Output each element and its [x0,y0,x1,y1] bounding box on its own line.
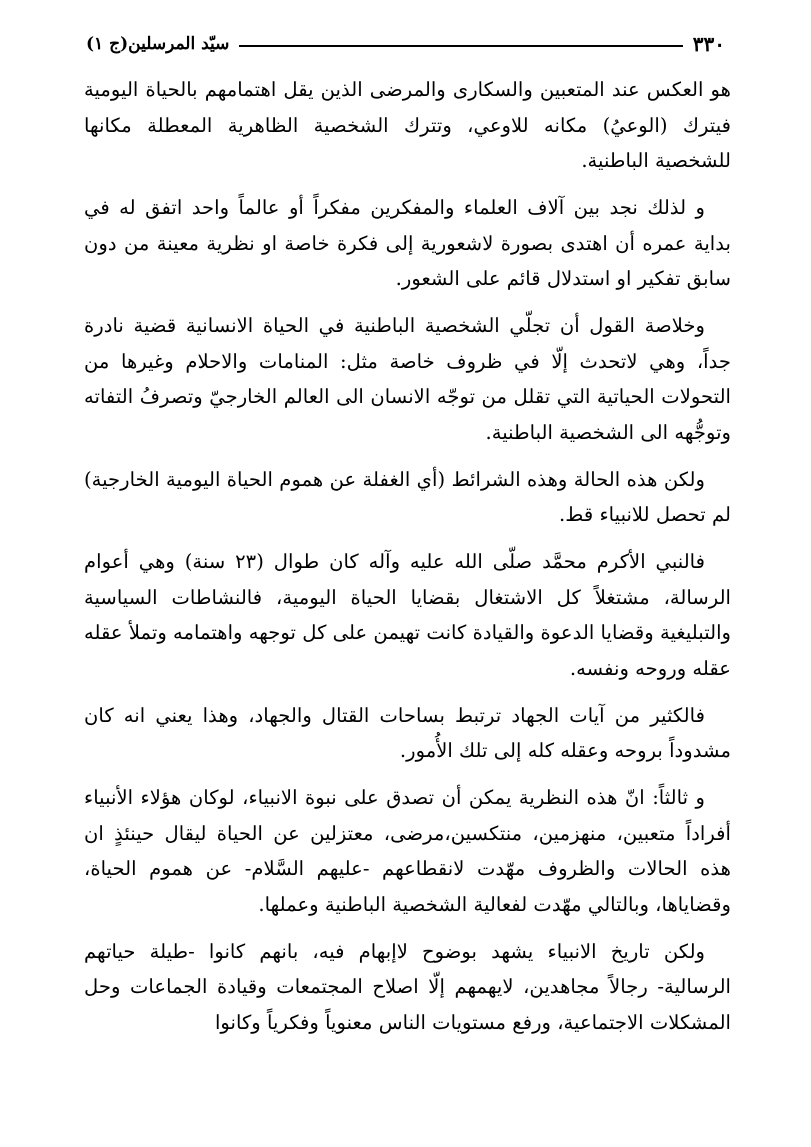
page-body [84,72,731,1052]
paragraph: و لذلك نجد بين آلاف العلماء والمفكرين مفكراً أو عالماً واحد اتفق له في بداية عمره أن اهتدى بصورة لاشعورية إلى فكرة خاصة او نظرية معينة من دون سابق تفكير او استدلال قائم على الشعور. [84,196,731,290]
paragraph: ولكن هذه الحالة وهذه الشرائط (أي الغفلة عن هموم الحياة اليومية الخارجية) لم تحصل للانبياء قط. [84,467,731,526]
book-title: سيّد المرسلين(ج ١) [86,34,230,54]
header-rule [239,45,682,47]
paragraph: ولكن تاريخ الانبياء يشهد بوضوح لاإبهام فيه، بانهم كانوا -طيلة حياتهم الرسالية- رجالاً مجاهدين، لايهمهم إلّا اصلاح المجتمعات وقيادة الجماعات وحل المشكلات الاجتماعية، ورفع مستويات الناس معنوياً وفكرياً وكانوا [84,939,731,1034]
paragraph: هو العكس عند المتعبين والسكارى والمرضى الذين يقل اهتمامهم بالحياة اليومية فيترك (الوعيُ) مكانه للاوعي، وتترك الشخصية الظاهرية المعطلة مكانها للشخصية الباطنية. [84,78,731,172]
page-number: ٣٣٠ [692,32,725,56]
running-header [86,28,725,60]
paragraph: وخلاصة القول أن تجلّي الشخصية الباطنية في الحياة الانسانية قضية نادرة جداً، وهي لاتحدث إلّا في ظروف خاصة مثل: المنامات والاحلام وغيرها من التحولات الحياتية التي تقلل من توجّه الانسان الى العالم الخارجيّ وتصرفُ التفاته وتوجُّهه الى الشخصية الباطنية. [84,314,731,444]
paragraph: فالنبي الأكرم محمَّد صلّى الله عليه وآله كان طوال (٢٣ سنة) وهي أعوام الرسالة، مشتغلاً كل الاشتغال بقضايا الحياة اليومية، فالنشاطات السياسية والتبليغية وقضايا الدعوة والقيادة كانت تهيمن على كل توجهه واهتمامه وتملأ عقله عقله وروحه ونفسه. [84,550,731,680]
paragraph: فالكثير من آيات الجهاد ترتبط بساحات القتال والجهاد، وهذا يعني انه كان مشدوداً بروحه وعقله كله إلى تلك الأُمور. [84,703,731,762]
paragraph: و ثالثاً: انّ هذه النظرية يمكن أن تصدق على نبوة الانبياء، لوكان هؤلاء الأنبياء أفراداً متعبين، منهزمين، منتكسين،مرضى، معتزلين عن الحياة ليقال حينئذٍ ان هذه الحالات والظروف مهّدت لانقطاعهم -عليهم السَّلام- عن هموم الحياة، وقضاياها، وبالتالي مهّدت لفعالية الشخصية الباطنية وعملها. [84,786,731,916]
